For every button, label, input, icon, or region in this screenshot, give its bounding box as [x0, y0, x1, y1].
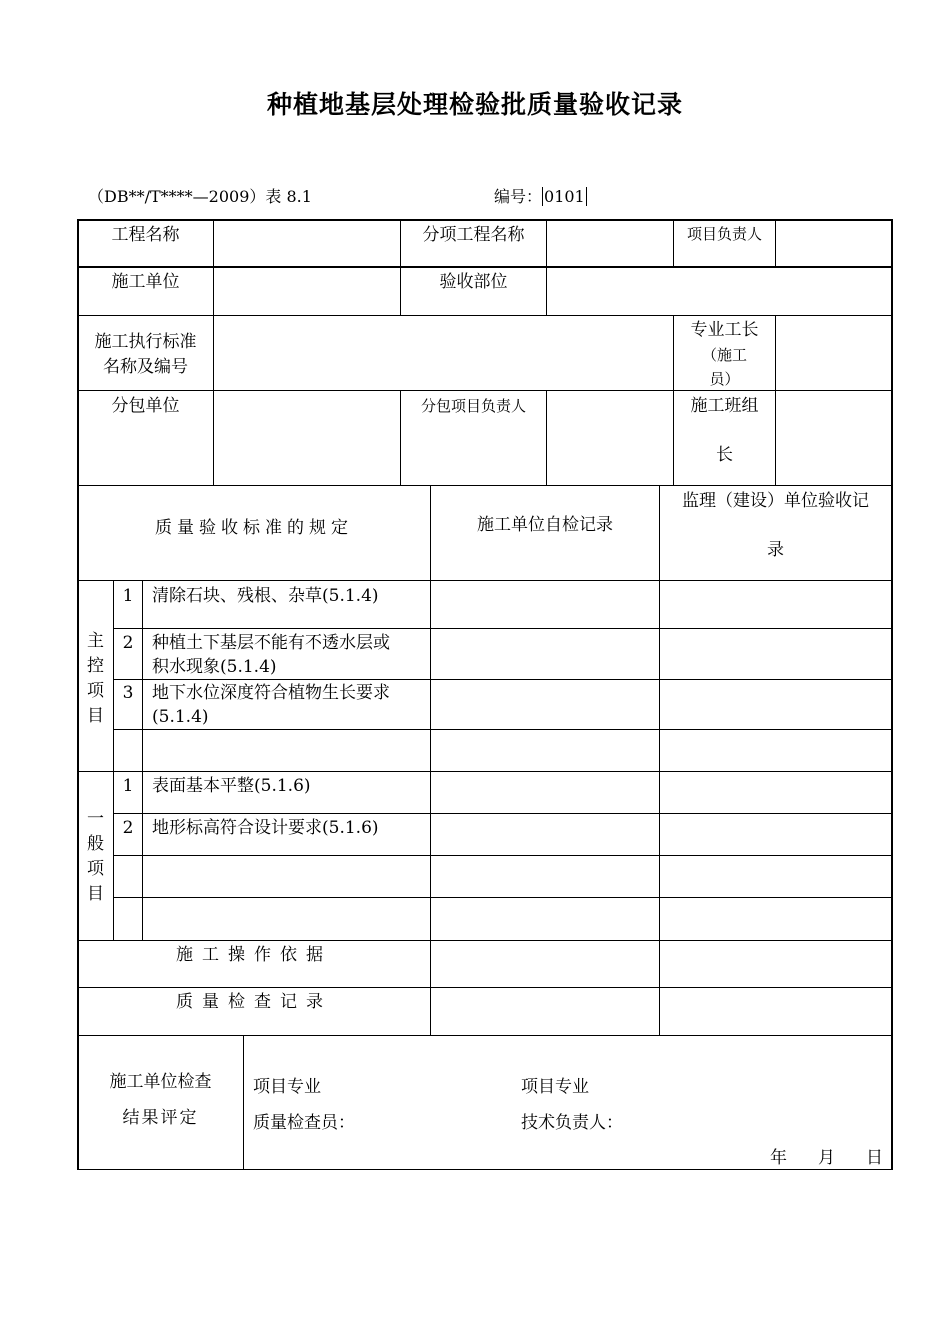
- subcontract-unit-field[interactable]: [214, 391, 400, 485]
- team-leader-label-line2: 长: [716, 445, 733, 465]
- foreman-label-line2: （施工: [701, 346, 747, 364]
- main-group-label-2: 控: [87, 656, 104, 676]
- tech-lead-label-line1: 项目专业: [521, 1077, 589, 1097]
- main-item-1-supervision[interactable]: [660, 581, 891, 628]
- main-group-label-3: 项: [87, 681, 104, 701]
- main-item-1-text: 清除石块、残根、杂草(5.1.4): [152, 586, 379, 606]
- general-item-2-text: 地形标高符合设计要求(5.1.6): [152, 818, 379, 838]
- main-group-label-4: 目: [87, 706, 104, 726]
- main-item-2-number: 2: [122, 633, 134, 653]
- main-item-blank-row[interactable]: [143, 730, 430, 771]
- quality-record-label: 质量检查记录: [176, 992, 332, 1012]
- operation-basis-label: 施工操作依据: [176, 945, 332, 965]
- general-group-label-3: 项: [87, 859, 104, 879]
- project-name-field[interactable]: [214, 221, 400, 266]
- quality-record-self-check[interactable]: [431, 988, 659, 1035]
- record-number-label: 编号：: [494, 187, 543, 206]
- general-item-1-number: 1: [122, 776, 134, 796]
- general-item-1-self-check[interactable]: [431, 772, 659, 813]
- subcontract-unit-label: 分包单位: [111, 396, 180, 416]
- team-leader-field[interactable]: [776, 391, 891, 485]
- main-group-label-1: 主: [87, 631, 104, 651]
- exec-standard-field[interactable]: [214, 316, 673, 390]
- page-title: 种植地基层处理检验批质量验收记录: [266, 90, 683, 119]
- evaluation-label-line1: 施工单位检查: [109, 1072, 212, 1092]
- foreman-field[interactable]: [776, 316, 891, 390]
- record-number: [494, 184, 587, 207]
- date-day-label: 日: [866, 1148, 883, 1168]
- operation-basis-supervision[interactable]: [660, 941, 891, 987]
- construction-unit-field[interactable]: [214, 268, 400, 315]
- general-item-2-self-check[interactable]: [431, 814, 659, 855]
- project-name-label: 工程名称: [111, 225, 180, 245]
- inspector-signature-field[interactable]: [360, 1108, 510, 1136]
- general-group-label-2: 般: [87, 834, 104, 854]
- supervision-header-line2: 录: [767, 540, 784, 560]
- subcontract-manager-label: 分包项目负责人: [420, 397, 526, 415]
- main-item-2-supervision[interactable]: [660, 629, 891, 679]
- main-item-3-number: 3: [122, 683, 134, 703]
- main-item-2-text-line2: 积水现象(5.1.4): [152, 657, 277, 677]
- main-item-3-supervision[interactable]: [660, 680, 891, 729]
- tech-lead-signature-field[interactable]: [627, 1108, 777, 1136]
- main-item-1-self-check[interactable]: [431, 581, 659, 628]
- foreman-label-line1: 专业工长: [690, 320, 759, 340]
- self-check-header: 施工单位自检记录: [477, 515, 613, 535]
- exec-standard-label-line1: 施工执行标准: [94, 332, 197, 352]
- main-item-3-self-check[interactable]: [431, 680, 659, 729]
- general-group-label-1: 一: [87, 809, 104, 829]
- operation-basis-self-check[interactable]: [431, 941, 659, 987]
- record-number-field[interactable]: 0101: [544, 187, 585, 206]
- standard-header: 质量验收标准的规定: [155, 518, 353, 538]
- general-item-1-text: 表面基本平整(5.1.6): [152, 776, 311, 796]
- subproject-name-label: 分项工程名称: [422, 225, 525, 245]
- team-leader-label-line1: 施工班组: [690, 396, 759, 416]
- general-item-1-supervision[interactable]: [660, 772, 891, 813]
- general-item-2-supervision[interactable]: [660, 814, 891, 855]
- main-item-3-text-line1: 地下水位深度符合植物生长要求: [152, 683, 390, 703]
- project-manager-label: 项目负责人: [686, 225, 762, 243]
- acceptance-part-field[interactable]: [547, 268, 891, 315]
- exec-standard-label-line2: 名称及编号: [103, 357, 188, 377]
- general-item-2-number: 2: [122, 818, 134, 838]
- general-group-label-4: 目: [87, 884, 104, 904]
- tech-lead-label-line2: 技术负责人：: [521, 1113, 623, 1133]
- main-item-2-text-line1: 种植土下基层不能有不透水层或: [152, 633, 390, 653]
- evaluation-label-line2: 结果评定: [122, 1108, 199, 1128]
- acceptance-part-label: 验收部位: [439, 272, 508, 292]
- general-item-blank-row[interactable]: [143, 898, 430, 940]
- date-month-label: 月: [818, 1148, 835, 1168]
- subcontract-manager-field[interactable]: [547, 391, 673, 485]
- inspector-label-line2: 质量检查员：: [253, 1113, 355, 1133]
- main-item-2-self-check[interactable]: [431, 629, 659, 679]
- inspector-label-line1: 项目专业: [253, 1077, 321, 1097]
- supervision-header-line1: 监理（建设）单位验收记: [682, 491, 869, 511]
- general-item-blank-row[interactable]: [143, 856, 430, 897]
- main-item-1-number: 1: [122, 586, 134, 606]
- date-year-label: 年: [770, 1148, 787, 1168]
- main-item-3-text-line2: (5.1.4): [152, 707, 209, 727]
- standard-reference: （DB**/T****—2009）表 8.1: [88, 187, 312, 206]
- quality-record-supervision[interactable]: [660, 988, 891, 1035]
- subproject-name-field[interactable]: [547, 221, 673, 266]
- construction-unit-label: 施工单位: [111, 272, 180, 292]
- foreman-label-line3: 员）: [709, 370, 740, 388]
- project-manager-field[interactable]: [776, 221, 891, 266]
